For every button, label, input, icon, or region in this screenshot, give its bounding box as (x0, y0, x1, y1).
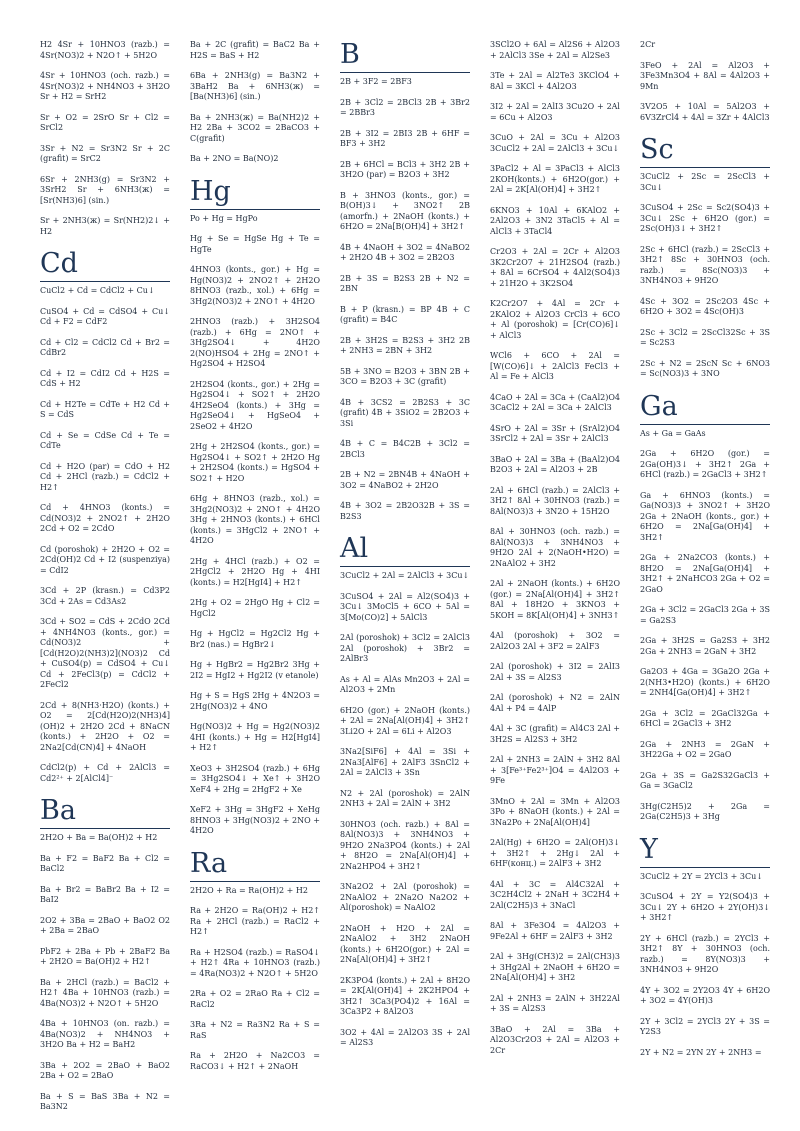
equation-paragraph: 2Al + 6HCl (razb.) = 2AlCl3 + 3H2↑ 8Al + 30HNO3 (razb.) = 8Al(NO3)3 + 3N2O + 15H2O (490, 485, 620, 516)
equation-paragraph: 2Sc + N2 = 2ScN Sc + 6NO3 = Sc(NO3)3 + 3NO (640, 358, 770, 378)
equation-paragraph: As + Al = AlAs Mn2O3 + 2Al = Al2O3 + 2Mn (340, 674, 470, 694)
equation-paragraph: 2B + 3Cl2 = 2BCl3 2B + 3Br2 = 2BBr3 (340, 97, 470, 117)
equation-paragraph: 3SCl2O + 6Al = Al2S6 + Al2O3 + 2AlCl3 3Se + 2Al = Al2Se3 (490, 40, 620, 60)
equation-paragraph: 8Al + 3Fe3O4 = 4Al2O3 + 9Fe2Al + 6HF = 2AlF3 + 3H2 (490, 921, 620, 941)
equation-paragraph: 3Ba + 2O2 = 2BaO + BaO2 2Ba + O2 = 2BaO (40, 1060, 170, 1080)
equation-paragraph: Ba + Br2 = BaBr2 Ba + I2 = BaI2 (40, 884, 170, 904)
equation-paragraph: 4B + 3CS2 = 2B2S3 + 3C (grafit) 4B + 3SiO2 = 2B2O3 + 3Si (340, 397, 470, 428)
equation-paragraph: 2Al(Hg) + 6H2O = 2Al(OH)3↓ + 3H2↑ + 2Hg↓ 2Al + 6HF(конц.) = 2AlF3 + 3H2 (490, 838, 620, 868)
equation-paragraph: 3BaO + 2Al = 3Ba + Al2O3Cr2O3 + 2Al = Al2O3 + 2Cr (490, 1024, 620, 1055)
equation-paragraph: 2NaOH + H2O + 2Al = 2NaAlO2 + 3H2 2NaOH (konts.) + 6H2O(gor.) + 2Al = 2Na[Al(OH)4] + 3H2↑ (340, 923, 470, 964)
equation-paragraph: 2Hg + 2H2SO4 (konts., gor.) = Hg2SO4↓ + SO2↑ + 2H2O Hg + 2H2SO4 (konts.) = HgSO4 + SO2↑ + H2O (190, 442, 320, 483)
equation-paragraph: CdCl2(p) + Cd + 2AlCl3 = Cd2²⁺ + 2[AlCl4]⁻ (40, 763, 170, 783)
equation-paragraph: Hg + HgCl2 = Hg2Cl2 Hg + Br2 (nas.) = HgBr2↓ (190, 629, 320, 649)
column-1 (40, 40, 170, 1123)
equation-paragraph: 3O2 + 4Al = 2Al2O3 3S + 2Al = Al2S3 (340, 1027, 470, 1047)
equation-paragraph: 2Sc + 6HCl (razb.) = 2ScCl3 + 3H2↑ 8Sc + 30HNO3 (och. razb.) = 8Sc(NO3)3 + 3NH4NO3 + 9H2O (640, 244, 770, 285)
equation-paragraph: 2Sc + 3Cl2 = 2ScCl32Sc + 3S = Sc2S3 (640, 327, 770, 347)
section-heading: Hg (190, 177, 320, 210)
equation-paragraph: 2B + 3F2 = 2BF3 (340, 77, 412, 86)
equation-paragraph: 4Y + 3O2 = 2Y2O3 4Y + 6H2O + 3O2 = 4Y(OH)3 (640, 985, 770, 1005)
equation-paragraph: PbF2 + 2Ba + Pb + 2BaF2 Ba + 2H2O = Ba(OH)2 + H2↑ (40, 946, 170, 966)
equation-paragraph: Ba + 2C (grafit) = BaC2 Ba + H2S = BaS + H2 (190, 40, 320, 60)
equation-paragraph: 2Ga + 3Cl2 = 2GaCl32Ga + 6HCl = 2GaCl3 + 3H2 (640, 708, 770, 728)
equation-paragraph: B + P (krasn.) = BP 4B + C (grafit) = B4C (340, 304, 470, 324)
equation-paragraph: Cd + Se = CdSe Cd + Te = CdTe (40, 430, 170, 450)
equation-paragraph: As + Ga = GaAs (640, 428, 706, 438)
equation-paragraph: Ba + S = BaS 3Ba + N2 = Ba3N2 (40, 1091, 170, 1111)
equation-paragraph: 3CuCl2 + 2Al = 2AlCl3 + 3Cu↓ (340, 571, 470, 580)
equation-paragraph: 3Na2[SiF6] + 4Al = 3Si + 2Na3[AlF6] + 2AlF3 3SnCl2 + 2Al = 2AlCl3 + 3Sn (340, 747, 470, 777)
section-heading: Ra (190, 849, 320, 882)
equation-paragraph: 6Hg + 8HNO3 (razb., xol.) = 3Hg2(NO3)2 + 2NO↑ + 4H2O 3Hg + 2HNO3 (konts.) + 6HCl (konts.) = 3HgCl2 + 2NO↑ + 4H2O (190, 494, 320, 545)
equation-paragraph: Cd (poroshok) + 2H2O + O2 = 2Cd(OH)2 Cd + I2 (suspenziya) = CdI2 (40, 544, 170, 575)
equation-paragraph: 8Al + 30HNO3 (och. razb.) = 8Al(NO3)3 + 3NH4NO3 + 9H2O 2Al + 2(NaOH•H2O) = 2NaAlO2 + 3H2 (490, 527, 620, 568)
equation-paragraph: Cd + I2 = CdI2 Cd + H2S = CdS + H2 (40, 368, 170, 388)
equation-paragraph: 4B + C = B4C2B + 3Cl2 = 2BCl3 (340, 439, 470, 459)
equation-paragraph: 2Y + 6HCl (razb.) = 2YCl3 + 3H2↑ 8Y + 30HNO3 (och. razb.) = 8Y(NO3)3 + 3NH4NO3 + 9H2O (640, 933, 770, 974)
equation-paragraph: 2B + 3I2 = 2BI3 2B + 6HF = BF3 + 3H2 (340, 128, 470, 148)
equation-paragraph: H2 4Sr + 10HNO3 (razb.) = 4Sr(NO3)2 + N2O↑ + 5H2O (40, 40, 170, 60)
section-heading: Ba (40, 796, 170, 829)
equation-paragraph: 3Te + 2Al = Al2Te3 3KClO4 + 8Al = 3KCl + 4Al2O3 (490, 71, 620, 91)
equation-paragraph: Hg + Se = HgSe Hg + Te = HgTe (190, 234, 320, 254)
equation-paragraph: 4B + 4NaOH + 3O2 = 4NaBO2 + 2H2O 4B + 3O2 = 2B2O3 (340, 242, 470, 262)
equation-paragraph: Po + Hg = HgPo (190, 213, 258, 223)
equation-paragraph: 6Ba + 2NH3(g) = Ba3N2 + 3BaH2 Ba + 6NH3(ж) = [Ba(NH3)6] (sin.) (190, 71, 320, 101)
column-5 (640, 40, 770, 1068)
equation-paragraph: 3MnO + 2Al = 3Mn + Al2O3 3Po + 8NaOH (konts.) + 2Al = 3Na2Po + 2Na[Al(OH)4] (490, 796, 620, 827)
equation-paragraph: 3CuSO4 + 2Sc = Sc2(SO4)3 + 3Cu↓ 2Sc + 6H2O (gor.) = 2Sc(OH)3↓ + 3H2↑ (640, 203, 770, 233)
equation-paragraph: 2Ga + 3Cl2 = 2GaCl3 2Ga + 3S = Ga2S3 (640, 605, 770, 625)
equation-paragraph: Cd + H2O (par) = CdO + H2 Cd + 2HCl (razb.) = CdCl2 + H2↑ (40, 461, 170, 492)
equation-paragraph: Hg + S = HgS 2Hg + 4N2O3 = 2Hg(NO3)2 + 4NO (190, 691, 320, 711)
equation-paragraph: Hg + HgBr2 = Hg2Br2 3Hg + 2I2 = HgI2 + Hg2I2 (v etanole) (190, 660, 320, 680)
equation-paragraph: 2H2O + Ra = Ra(OH)2 + H2 (190, 885, 308, 895)
equation-paragraph: 3Sr + N2 = Sr3N2 Sr + 2C (grafit) = SrC2 (40, 143, 170, 163)
equation-paragraph: 2B + 3H2S = B2S3 + 3H2 2B + 2NH3 = 2BN + 3H2 (340, 335, 470, 355)
equation-paragraph: Ba + 2NO = Ba(NO)2 (190, 154, 279, 163)
equation-paragraph: 3Ra + N2 = Ra3N2 Ra + S = RaS (190, 1020, 320, 1040)
equation-paragraph: Hg(NO3)2 + Hg = Hg2(NO3)2 4HI (konts.) + Hg = H2[HgI4] + H2↑ (190, 722, 320, 752)
equation-paragraph: Ba + F2 = BaF2 Ba + Cl2 = BaCl2 (40, 853, 170, 873)
equation-paragraph: Cd + Cl2 = CdCl2 Cd + Br2 = CdBr2 (40, 337, 170, 357)
equation-paragraph: 2Al (poroshok) + 3Cl2 = 2AlCl3 2Al (poroshok) + 3Br2 = 2AlBr3 (340, 633, 470, 663)
equation-paragraph: Ba + 2HCl (razb.) = BaCl2 + H2↑ 4Ba + 10HNO3 (razb.) = 4Ba(NO3)2 + N2O↑ + 5H2O (40, 977, 170, 1008)
equation-paragraph: 3Cd + 2P (krasn.) = Cd3P2 3Cd + 2As = Cd3As2 (40, 586, 170, 606)
equation-paragraph: 3CuSO4 + 2Al = Al2(SO4)3 + 3Cu↓ 3MoCl5 + 6CO + 5Al = 3[Mo(CO)2] + 5AlCl3 (340, 591, 470, 622)
equation-paragraph: 2Al + 2NH3 = 2AlN + 3H2 8Al + 3[Fe³⁺Fe2³⁺]O4 = 4Al2O3 + 9Fe (490, 755, 620, 785)
equation-paragraph: 2B + N2 = 2BN4B + 4NaOH + 3O2 = 4NaBO2 + 2H2O (340, 470, 470, 490)
equation-paragraph: 4Sr + 10HNO3 (och. razb.) = 4Sr(NO3)2 + NH4NO3 + 3H2O Sr + H2 = SrH2 (40, 71, 170, 101)
equation-paragraph: 3CuCl2 + 2Y = 2YCl3 + 3Cu↓ (640, 871, 763, 881)
equation-paragraph: 3BaO + 2Al = 3Ba + (BaAl2)O4 B2O3 + 2Al = Al2O3 + 2B (490, 454, 620, 474)
equation-paragraph: 2K3PO4 (konts.) + 2Al + 8H2O = 2K[Al(OH)4] + 2K2HPO4 + 3H2↑ 3Ca3(PO4)2 + 16Al = 3Ca3P2 + 8Al2O3 (340, 975, 470, 1016)
section-heading: Al (340, 534, 470, 567)
equation-paragraph: 6H2O (gor.) + 2NaOH (konts.) + 2Al = 2Na[Al(OH)4] + 3H2↑ 3Li2O + 2Al = 6Li + Al2O3 (340, 705, 470, 736)
equation-paragraph: 4Al + 3C (grafit) = Al4C3 2Al + 3H2S = Al2S3 + 3H2 (490, 724, 620, 744)
equation-paragraph: 2H2SO4 (konts., gor.) + 2Hg = Hg2SO4↓ + SO2↑ + 2H2O 4H2SeO4 (konts.) + 3Hg = Hg2SeO4↓ + HgSeO4 + 2SeO2 + 4H2O (190, 379, 320, 431)
equation-paragraph: 2Al + 2NH3 = 2AlN + 3H22Al + 3S = Al2S3 (490, 993, 620, 1013)
equation-paragraph: 3Cd + SO2 = CdS + 2CdO 2Cd + 4NH4NO3 (konts., gor.) = Cd(NO3)2 + [Cd(H2O)2(NH3)2](NO3)2 Cd + CuSO4(p) = CdSO4 + Cu↓ Cd + 2FeCl3(p) = CdCl2 + 2FeCl2 (40, 617, 170, 689)
equation-paragraph: 2Cd + 8(NH3·H2O) (konts.) + O2 = 2[Cd(H2O)2(NH3)4](OH)2 + 2H2O 2Cd + 8NaCN (konts.) + 2H2O + O2 = 2Na2[Cd(CN)4] + 4NaOH (40, 700, 170, 752)
equation-paragraph: 5B + 3NO = B2O3 + 3BN 2B + 3CO = B2O3 + 3C (grafit) (340, 366, 470, 386)
section-heading: Cd (40, 249, 170, 282)
equation-paragraph: Ra + H2SO4 (razb.) = RaSO4↓ + H2↑ 4Ra + 10HNO3 (razb.) = 4Ra(NO3)2 + N2O↑ + 5H2O (190, 947, 320, 978)
equation-paragraph: N2 + 2Al (poroshok) = 2AlN 2NH3 + 2Al = 2AlN + 3H2 (340, 788, 470, 808)
column-3 (340, 40, 470, 1059)
equation-paragraph: 4Al + 3C = Al4C32Al + 3C2H4Cl2 + 2NaH + 3C2H4 + 2Al(C2H5)3 + 3NaCl (490, 879, 620, 910)
equation-paragraph: Ra + 2H2O + Na2CO3 = RaCO3↓ + H2↑ + 2NaOH (190, 1051, 320, 1071)
equation-paragraph: 4Al (poroshok) + 3O2 = 2Al2O3 2Al + 3F2 = 2AlF3 (490, 631, 620, 651)
equation-paragraph: 3PaCl2 + Al = 3PaCl3 + AlCl3 2KOH(konts.) + 6H2O(gor.) + 2Al = 2K[Al(OH)4] + 3H2↑ (490, 164, 620, 194)
section-heading: Sc (640, 135, 770, 168)
equation-paragraph: Cd + 4HNO3 (konts.) = Cd(NO3)2 + 2NO2↑ + 2H2O 2Cd + O2 = 2CdO (40, 503, 170, 533)
equation-paragraph: 4CaO + 2Al = 3Ca + (CaAl2)O4 3CaCl2 + 2Al = 3Ca + 2AlCl3 (490, 392, 620, 412)
equation-paragraph: 2Cr (640, 40, 656, 49)
equation-paragraph: 6KNO3 + 10Al + 6KAlO2 + 2Al2O3 + 3N2 3TaCl5 + Al = AlCl3 + 3TaCl4 (490, 205, 620, 236)
equation-paragraph: WCl6 + 6CO + 2Al = [W(CO)6]↓ + 2AlCl3 FeCl3 + Al = Fe + AlCl3 (490, 351, 620, 381)
equation-paragraph: 4Ba + 10HNO3 (on. razb.) = 4Ba(NO3)2 + NH4NO3 + 3H2O Ba + H2 = BaH2 (40, 1019, 170, 1049)
equation-paragraph: 2Al + 3Hg(CH3)2 = 2Al(CH3)3 + 3Hg2Al + 2NaOH + 6H2O = 2Na[Al(OH)4] + 3H2 (490, 952, 620, 982)
section-heading: B (340, 40, 470, 73)
equation-paragraph: 30HNO3 (och. razb.) + 8Al = 8Al(NO3)3 + 3NH4NO3 + 9H2O 2Na3PO4 (konts.) + 2Al + 8H2O = 2Na[Al(OH)4] + 2Na2HPO4 + 3H2↑ (340, 819, 470, 871)
equation-paragraph: 2Al + 2NaOH (konts.) + 6H2O (gor.) = 2Na[Al(OH)4] + 3H2↑ 8Al + 18H2O + 3KNO3 + 5KOH = 8K[Al(OH)4] + 3NH3↑ (490, 579, 620, 620)
equation-paragraph: 2O2 + 3Ba = 2BaO + BaO2 O2 + 2Ba = 2BaO (40, 915, 170, 935)
equation-paragraph: 2Al (poroshok) + 3I2 = 2AlI3 2Al + 3S = Al2S3 (490, 662, 620, 682)
equation-paragraph: CuSO4 + Cd = CdSO4 + Cu↓ Cd + F2 = CdF2 (40, 306, 170, 326)
equation-paragraph: 3FeO + 2Al = Al2O3 + 3Fe3Mn3O4 + 8Al = 4Al2O3 + 9Mn (640, 60, 770, 91)
equation-paragraph: Ra + 2H2O = Ra(OH)2 + H2↑ Ra + 2HCl (razb.) = RaCl2 + H2↑ (190, 906, 320, 936)
equation-paragraph: 4HNO3 (konts., gor.) + Hg = Hg(NO3)2 + 2NO2↑ + 2H2O 8HNO3 (razb., xol.) + 6Hg = 3Hg2(NO3)2 + 2NO↑ + 4H2O (190, 265, 320, 306)
equation-paragraph: CuCl2 + Cd = CdCl2 + Cu↓ (40, 286, 155, 295)
equation-paragraph: 3CuSO4 + 2Y = Y2(SO4)3 + 3Cu↓ 2Y + 6H2O + 2Y(OH)3↓ + 3H2↑ (640, 892, 770, 922)
equation-paragraph: 3Na2O2 + 2Al (poroshok) = 2NaAlO2 + 2Na2O Na2O2 + Al(poroshok) = NaAlO2 (340, 882, 470, 912)
equation-paragraph: 2Hg + 4HCl (razb.) + O2 = 2HgCl2 + 2H2O Hg + 4HI (konts.) = H2[HgI4] + H2↑ (190, 556, 320, 587)
equation-paragraph: 2Hg + O2 = 2HgO Hg + Cl2 = HgCl2 (190, 598, 320, 618)
equation-paragraph: K2Cr2O7 + 4Al = 2Cr + 2KAlO2 + Al2O3 CrCl3 + 6CO + Al (poroshok) = [Cr(CO)6]↓ + AlCl3 (490, 299, 620, 340)
equation-paragraph: 2B + 3S = B2S3 2B + N2 = 2BN (340, 273, 470, 293)
section-heading: Y (640, 835, 770, 868)
equation-paragraph: 2H2O + Ba = Ba(OH)2 + H2 (40, 833, 158, 842)
equation-paragraph: 2Ga + 6H2O (gor.) = 2Ga(OH)3↓ + 3H2↑ 2Ga + 6HCl (razb.) = 2GaCl3 + 3H2↑ (640, 449, 770, 479)
equation-paragraph: 4B + 3O2 = 2B2O32B + 3S = B2S3 (340, 501, 470, 521)
equation-paragraph: 2Y + 3Cl2 = 2YCl3 2Y + 3S = Y2S3 (640, 1016, 770, 1036)
equation-paragraph: 4SrO + 2Al = 3Sr + (SrAl2)O4 3SrCl2 + 2Al = 3Sr + 2AlCl3 (490, 423, 620, 443)
equation-paragraph: 2Al (poroshok) + N2 = 2AlN 4Al + P4 = 4AlP (490, 693, 620, 713)
equation-paragraph: 4Sc + 3O2 = 2Sc2O3 4Sc + 6H2O + 3O2 = 4Sc(OH)3 (640, 296, 770, 316)
equation-paragraph: Ba + 2NH3(ж) = Ba(NH2)2 + H2 2Ba + 3CO2 = 2BaCO3 + C(grafit) (190, 112, 320, 143)
equation-paragraph: XeO3 + 3H2SO4 (razb.) + 6Hg = 3Hg2SO4↓ + Xe↑ + 3H2O XeF4 + 2Hg = 2HgF2 + Xe (190, 763, 320, 794)
equation-paragraph: 2Ga + 3H2S = Ga2S3 + 3H2 2Ga + 2NH3 = 2GaN + 3H2 (640, 636, 770, 656)
equation-paragraph: 2Ra + O2 = 2RaO Ra + Cl2 = RaCl2 (190, 989, 320, 1009)
column-4 (490, 40, 620, 1066)
equation-paragraph: 3CuCl2 + 2Sc = 2ScCl3 + 3Cu↓ (640, 172, 770, 192)
equation-paragraph: Sr + O2 = 2SrO Sr + Cl2 = SrCl2 (40, 112, 170, 132)
equation-paragraph: 2HNO3 (razb.) + 3H2SO4 (razb.) + 6Hg = 2NO↑ + 3Hg2SO4↓ + 4H2O 2(NO)HSO4 + 2Hg = 2NO↑ + Hg2SO4 + H2SO4 (190, 317, 320, 368)
equation-paragraph: 2Ga + 2NH3 = 2GaN + 3H22Ga + O2 = 2GaO (640, 739, 770, 759)
equation-paragraph: 6Sr + 2NH3(g) = Sr3N2 + 3SrH2 Sr + 6NH3(ж) = [Sr(NH3)6] (sin.) (40, 174, 170, 205)
equation-paragraph: XeF2 + 3Hg = 3HgF2 + XeHg 8HNO3 + 3Hg(NO3)2 + 2NO + 4H2O (190, 805, 320, 835)
column-2 (190, 40, 320, 1082)
equation-paragraph: 3V2O5 + 10Al = 5Al2O3 + 6V3ZrCl4 + 4Al = 3Zr + 4AlCl3 (640, 102, 770, 122)
equation-paragraph: Ga2O3 + 4Ga = 3Ga2O 2Ga + 2(NH3•H2O) (konts.) + 6H2O = 2NH4[Ga(OH)4] + 3H2↑ (640, 667, 770, 697)
document-page (40, 40, 770, 1115)
equation-paragraph: 2Ga + 2Na2CO3 (konts.) + 8H2O = 2Na[Ga(OH)4] + 3H2↑ + 2NaHCO3 2Ga + O2 = 2GaO (640, 553, 770, 594)
equation-paragraph: 2B + 6HCl = BCl3 + 3H2 2B + 3H2O (par) = B2O3 + 3H2 (340, 159, 470, 179)
equation-paragraph: Sr + 2NH3(ж) = Sr(NH2)2↓ + H2 (40, 216, 170, 236)
equation-paragraph: 3Hg(C2H5)2 + 2Ga = 2Ga(C2H5)3 + 3Hg (640, 801, 770, 821)
equation-paragraph: Cr2O3 + 2Al = 2Cr + Al2O3 3K2Cr2O7 + 21H2SO4 (razb.) + 8Al = 6CrSO4 + 4Al2(SO4)3 + 21H2O + 3K2SO4 (490, 247, 620, 288)
equation-paragraph: 2Y + N2 = 2YN 2Y + 2NH3 = (640, 1047, 762, 1057)
equation-paragraph: Ga + 6HNO3 (konts.) = Ga(NO3)3 + 3NO2↑ + 3H2O 2Ga + 2NaOH (konts., gor.) + 6H2O = 2Na[Ga(OH)4] + 3H2↑ (640, 490, 770, 542)
equation-paragraph: Cd + H2Te = CdTe + H2 Cd + S = CdS (40, 399, 170, 419)
equation-paragraph: B + 3HNO3 (konts., gor.) = B(OH)3↓ + 3NO2↑ 2B (amorfn.) + 2NaOH (konts.) + 6H2O = 2Na[B(OH)4] + 3H2↑ (340, 190, 470, 231)
equation-paragraph: 3I2 + 2Al = 2AlI3 3Cu2O + 2Al = 6Cu + Al2O3 (490, 102, 620, 122)
equation-paragraph: 2Ga + 3S = Ga2S32GaCl3 + Ga = 3GaCl2 (640, 770, 770, 790)
section-heading: Ga (640, 392, 770, 425)
equation-paragraph: 3CuO + 2Al = 3Cu + Al2O3 3CuCl2 + 2Al = 2AlCl3 + 3Cu↓ (490, 133, 620, 153)
